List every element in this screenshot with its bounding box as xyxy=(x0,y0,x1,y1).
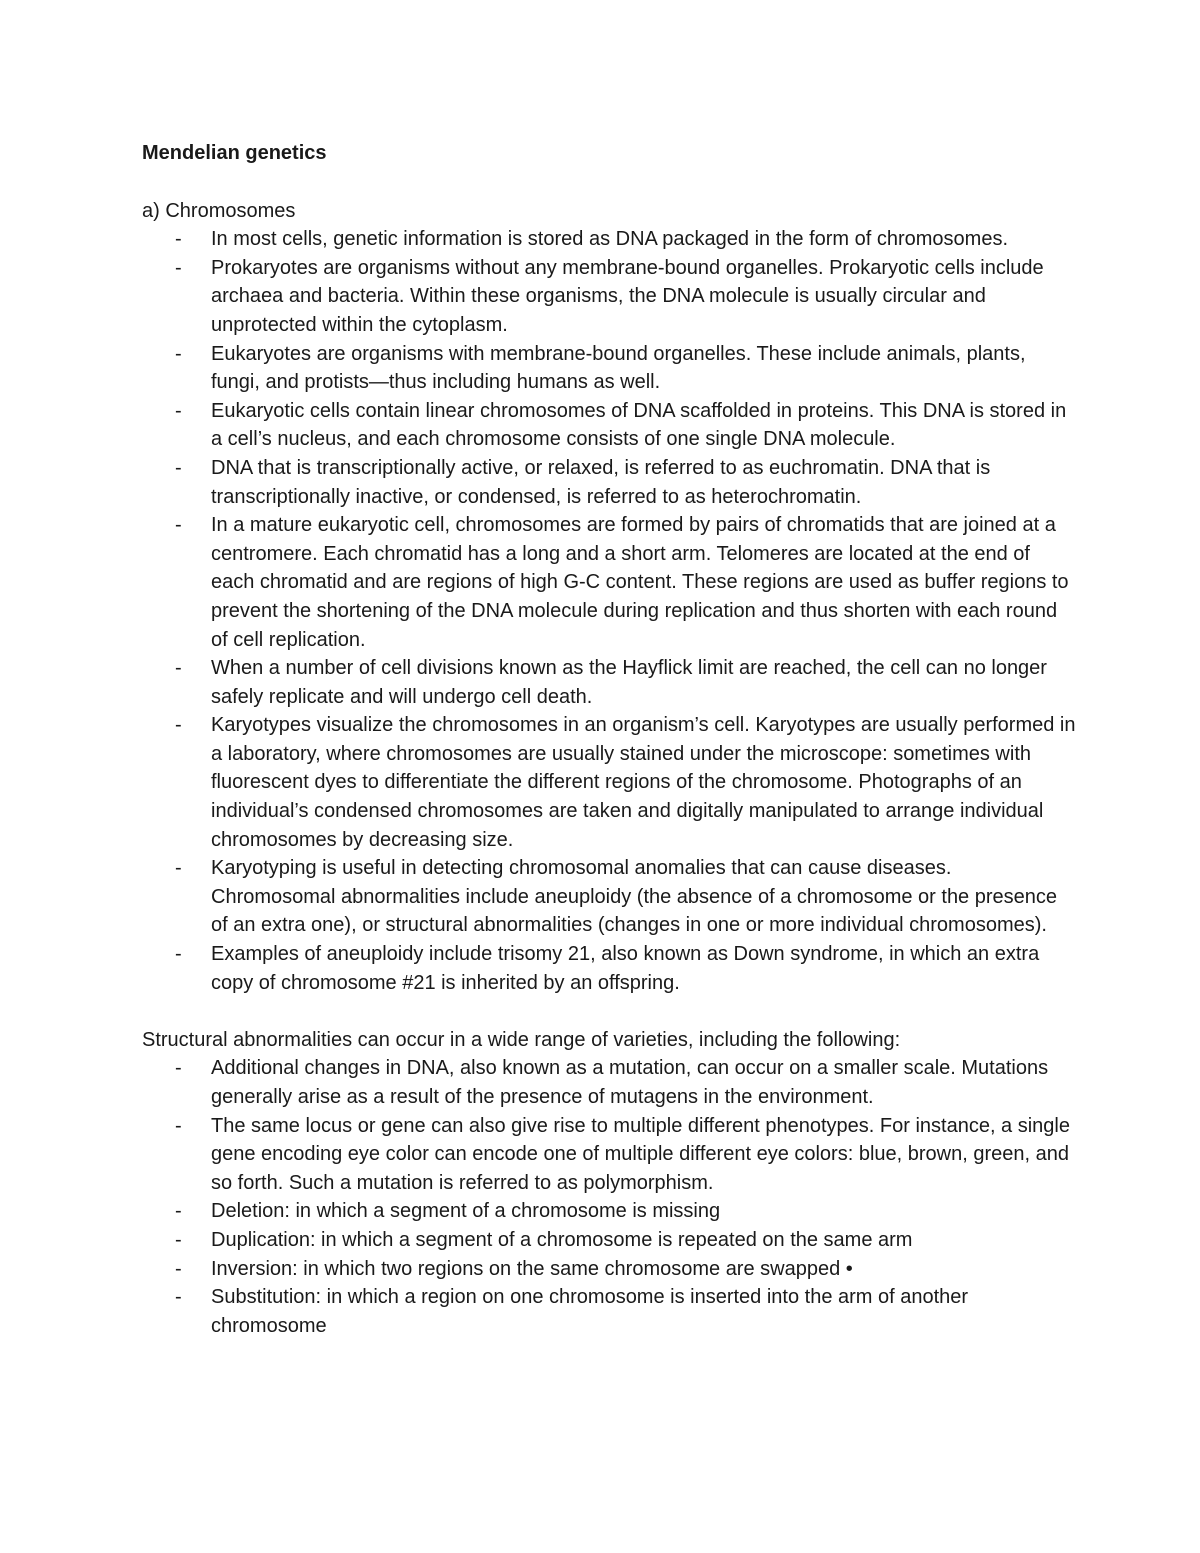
list-item-text: Deletion: in which a segment of a chromosome is missing xyxy=(211,1200,721,1223)
list-item xyxy=(142,454,1077,511)
list-item xyxy=(142,1283,1077,1340)
list-item-text: Karyotyping is useful in detecting chromosomal anomalies that can cause diseases. Chromosomal abnormalities include aneuploidy (the absence of a chromosome or the presence of an extra one), or structural abnormalities (changes in one or more individual chromosomes). xyxy=(211,857,1058,937)
bullet-dash: - xyxy=(175,857,182,880)
list-item-text: When a number of cell divisions known as the Hayflick limit are reached, the cell can no longer safely replicate and will undergo cell death. xyxy=(211,657,1047,708)
bullet-dash: - xyxy=(175,456,182,479)
spacer xyxy=(142,997,1077,1026)
list-item xyxy=(142,1197,1077,1226)
list-item-text: In most cells, genetic information is stored as DNA packaged in the form of chromosomes. xyxy=(211,228,1009,251)
list-item-text: Prokaryotes are organisms without any membrane-bound organelles. Prokaryotic cells include archaea and bacteria. Within these organisms, the DNA molecule is usually circular and unprotected within the cytoplasm. xyxy=(211,256,1044,336)
bullet-dash: - xyxy=(175,657,182,680)
bullet-dash: - xyxy=(175,256,182,279)
list-item xyxy=(142,711,1077,854)
list-item-text: Eukaryotes are organisms with membrane-bound organelles. These include animals, plants, fungi, and protists—thus including humans as well. xyxy=(211,342,1026,394)
bullet-dash: - xyxy=(175,1057,182,1080)
bullet-dash: - xyxy=(175,1114,182,1137)
list-item xyxy=(142,654,1077,711)
list-item xyxy=(142,1054,1077,1111)
list-item xyxy=(142,225,1077,254)
list-item xyxy=(142,397,1077,454)
bullet-dash: - xyxy=(175,342,182,365)
structural-abnormalities-bullet-list xyxy=(142,1054,1077,1340)
bullet-dash: - xyxy=(175,1286,182,1309)
bullet-dash: - xyxy=(175,228,182,251)
document-page xyxy=(142,139,1077,1340)
chromosomes-bullet-list xyxy=(142,225,1077,997)
spacer xyxy=(142,168,1077,197)
list-item-text: In a mature eukaryotic cell, chromosomes are formed by pairs of chromatids that are joined at a centromere. Each chromatid has a long and a short arm. Telomeres are located at the end of each chromatid and are regions of high G-C content. These regions are used as buffer regions to prevent the shortening of the DNA molecule during replication and thus shorten with each round of cell replication. xyxy=(211,514,1069,651)
bullet-dash: - xyxy=(175,714,182,737)
list-item xyxy=(142,254,1077,340)
section-heading-chromosomes: a) Chromosomes xyxy=(142,199,296,222)
list-item xyxy=(142,940,1077,997)
bullet-dash: - xyxy=(175,514,182,537)
list-item-text: Eukaryotic cells contain linear chromosomes of DNA scaffolded in proteins. This DNA is stored in a cell’s nucleus, and each chromosome consists of one single DNA molecule. xyxy=(211,399,1067,451)
bullet-dash: - xyxy=(175,1228,182,1251)
list-item-text: Substitution: in which a region on one chromosome is inserted into the arm of another chromosome xyxy=(211,1286,969,1337)
list-item-text: Additional changes in DNA, also known as a mutation, can occur on a smaller scale. Mutations generally arise as a result of the presence of mutagens in the environment. xyxy=(211,1057,1049,1108)
list-item xyxy=(142,1255,1077,1284)
list-item xyxy=(142,340,1077,397)
bullet-dash: - xyxy=(175,399,182,422)
list-item xyxy=(142,511,1077,654)
bullet-dash: - xyxy=(175,1257,182,1280)
list-item-text: Karyotypes visualize the chromosomes in an organism’s cell. Karyotypes are usually performed in a laboratory, where chromosomes are usually stained under the microscope: sometimes with fluorescent dyes to differentiate the different regions of the chromosome. Photographs of an individual’s condensed chromosomes are taken and digitally manipulated to arrange individual chromosomes by decreasing size. xyxy=(211,714,1076,851)
list-item xyxy=(142,1226,1077,1255)
list-item xyxy=(142,854,1077,940)
list-item-text: The same locus or gene can also give rise to multiple different phenotypes. For instance, a single gene encoding eye color can encode one of multiple different eye colors: blue, brown, green, and so forth. Such a mutation is referred to as polymorphism. xyxy=(211,1114,1070,1194)
bullet-dash: - xyxy=(175,943,182,966)
list-item-text: Examples of aneuploidy include trisomy 21, also known as Down syndrome, in which an extra copy of chromosome #21 is inherited by an offspring. xyxy=(211,943,1040,994)
document-title: Mendelian genetics xyxy=(142,142,327,164)
list-item-text: DNA that is transcriptionally active, or relaxed, is referred to as euchromatin. DNA that is transcriptionally inactive, or condensed, is referred to as heterochromatin. xyxy=(211,456,991,508)
list-item-text: Inversion: in which two regions on the same chromosome are swapped • xyxy=(211,1257,853,1280)
list-item xyxy=(142,1112,1077,1198)
bullet-dash: - xyxy=(175,1200,182,1223)
list-item-text: Duplication: in which a segment of a chromosome is repeated on the same arm xyxy=(211,1228,913,1251)
section-heading-structural-abnormalities: Structural abnormalities can occur in a wide range of varieties, including the following: xyxy=(142,1028,901,1051)
